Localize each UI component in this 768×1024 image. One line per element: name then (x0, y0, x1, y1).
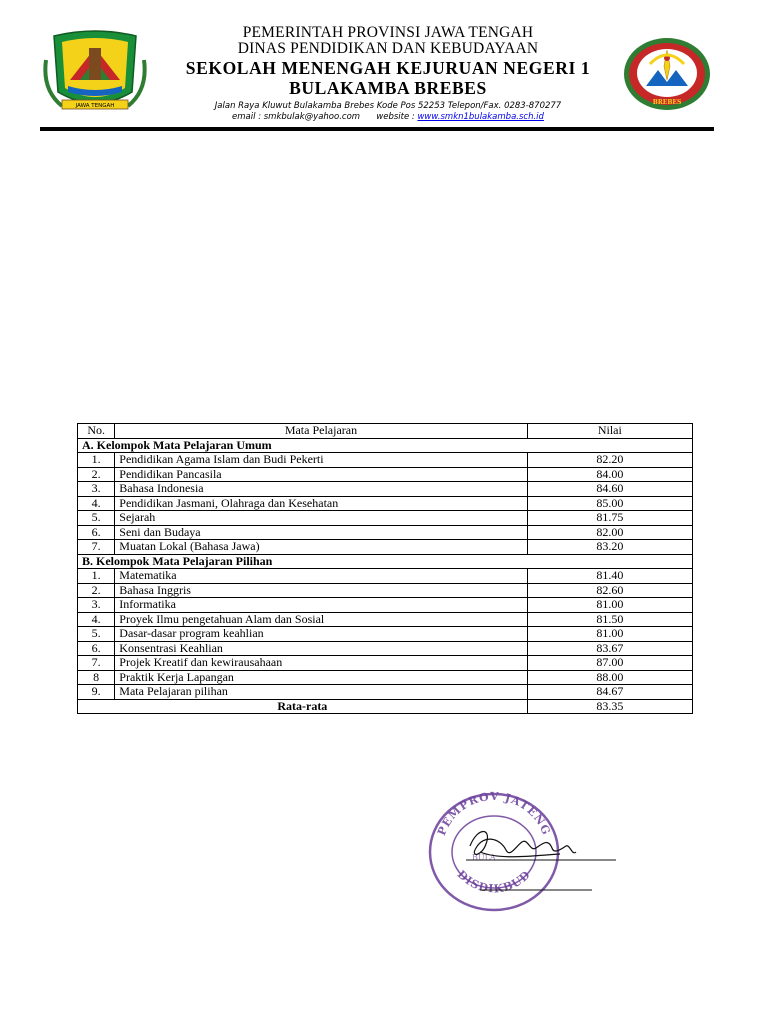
row-no: 5. (78, 627, 115, 642)
row-value: 84.00 (527, 467, 692, 482)
table-row (78, 496, 693, 511)
row-value: 84.60 (527, 482, 692, 497)
row-no: 4. (78, 496, 115, 511)
table-row (78, 467, 693, 482)
school-location: BULAKAMBA BREBES (289, 78, 487, 98)
government-name: PEMERINTAH PROVINSI JAWA TENGAH (242, 24, 534, 41)
jawa-tengah-emblem-logo (40, 30, 150, 120)
row-subject: Praktik Kerja Lapangan (115, 670, 527, 685)
svg-text:JAWA TENGAH: JAWA TENGAH (75, 103, 115, 109)
header-no: No. (78, 424, 115, 439)
row-subject: Bahasa Indonesia (115, 482, 527, 497)
row-subject: Dasar-dasar program keahlian (115, 627, 527, 642)
row-subject: Proyek Ilmu pengetahuan Alam dan Sosial (115, 612, 527, 627)
row-no: 6. (78, 641, 115, 656)
row-subject: Projek Kreatif dan kewirausahaan (115, 656, 527, 671)
school-email: email : smkbulak@yahoo.com (232, 112, 361, 122)
row-value: 87.00 (527, 656, 692, 671)
average-row (78, 699, 693, 714)
website-label: website : (376, 112, 415, 122)
row-value: 82.60 (527, 583, 692, 598)
average-value: 83.35 (527, 699, 692, 714)
row-value: 88.00 (527, 670, 692, 685)
row-no: 3. (78, 598, 115, 613)
table-row (78, 453, 693, 468)
row-no: 9. (78, 685, 115, 700)
row-no: 1. (78, 569, 115, 584)
table-row (78, 525, 693, 540)
row-no: 6. (78, 525, 115, 540)
row-no: 7. (78, 540, 115, 555)
row-subject: Sejarah (115, 511, 527, 526)
row-subject: Seni dan Budaya (115, 525, 527, 540)
department-name: DINAS PENDIDIKAN DAN KEBUDAYAAN (237, 40, 539, 57)
row-subject: Pendidikan Jasmani, Olahraga dan Kesehatan (115, 496, 527, 511)
row-subject: Konsentrasi Keahlian (115, 641, 527, 656)
row-value: 84.67 (527, 685, 692, 700)
letterhead-divider (40, 127, 714, 131)
table-header-row (78, 424, 693, 439)
row-value: 83.67 (527, 641, 692, 656)
row-no: 8 (78, 670, 115, 685)
group-a-row (78, 438, 693, 453)
row-value: 81.75 (527, 511, 692, 526)
row-value: 81.40 (527, 569, 692, 584)
row-subject: Pendidikan Pancasila (115, 467, 527, 482)
grades-table (77, 423, 693, 714)
table-row (78, 627, 693, 642)
svg-text:DISDIKBUD: DISDIKBUD (454, 867, 534, 896)
table-row (78, 612, 693, 627)
school-contact (150, 112, 626, 123)
table-row (78, 583, 693, 598)
row-no: 2. (78, 467, 115, 482)
svg-text:PEMPROV JATENG: PEMPROV JATENG (434, 789, 554, 838)
table-row (78, 482, 693, 497)
row-subject: Informatika (115, 598, 527, 613)
school-address: Jalan Raya Kluwut Bulakamba Brebes Kode Pos 52253 Telepon/Fax. 0283-870277 (214, 101, 562, 111)
table-row (78, 656, 693, 671)
official-stamp-signature (420, 786, 620, 916)
row-value: 82.00 (527, 525, 692, 540)
header-value: Nilai (527, 424, 692, 439)
average-label: Rata-rata (78, 699, 528, 714)
group-b-row (78, 554, 693, 569)
table-row (78, 598, 693, 613)
row-no: 2. (78, 583, 115, 598)
group-a-label: A. Kelompok Mata Pelajaran Umum (78, 438, 693, 453)
letterhead (0, 0, 768, 135)
row-no: 4. (78, 612, 115, 627)
row-no: 5. (78, 511, 115, 526)
row-subject: Bahasa Inggris (115, 583, 527, 598)
table-row (78, 670, 693, 685)
school-emblem-logo (622, 36, 712, 112)
row-value: 81.00 (527, 598, 692, 613)
table-row (78, 569, 693, 584)
header-subject: Mata Pelajaran (115, 424, 527, 439)
row-value: 83.20 (527, 540, 692, 555)
svg-text:BULA: BULA (472, 853, 496, 862)
table-row (78, 511, 693, 526)
row-value: 81.50 (527, 612, 692, 627)
row-subject: Muatan Lokal (Bahasa Jawa) (115, 540, 527, 555)
letterhead-text (150, 24, 626, 123)
row-no: 3. (78, 482, 115, 497)
row-value: 82.20 (527, 453, 692, 468)
row-subject: Pendidikan Agama Islam dan Budi Pekerti (115, 453, 527, 468)
row-subject: Mata Pelajaran pilihan (115, 685, 527, 700)
table-row (78, 540, 693, 555)
row-value: 85.00 (527, 496, 692, 511)
table-row (78, 685, 693, 700)
svg-text:BREBES: BREBES (652, 99, 682, 106)
school-website-link[interactable]: www.smkn1bulakamba.sch.id (417, 112, 544, 122)
group-b-label: B. Kelompok Mata Pelajaran Pilihan (78, 554, 693, 569)
row-no: 1. (78, 453, 115, 468)
row-value: 81.00 (527, 627, 692, 642)
row-no: 7. (78, 656, 115, 671)
school-name: SEKOLAH MENENGAH KEJURUAN NEGERI 1 (185, 58, 591, 78)
row-subject: Matematika (115, 569, 527, 584)
table-row (78, 641, 693, 656)
